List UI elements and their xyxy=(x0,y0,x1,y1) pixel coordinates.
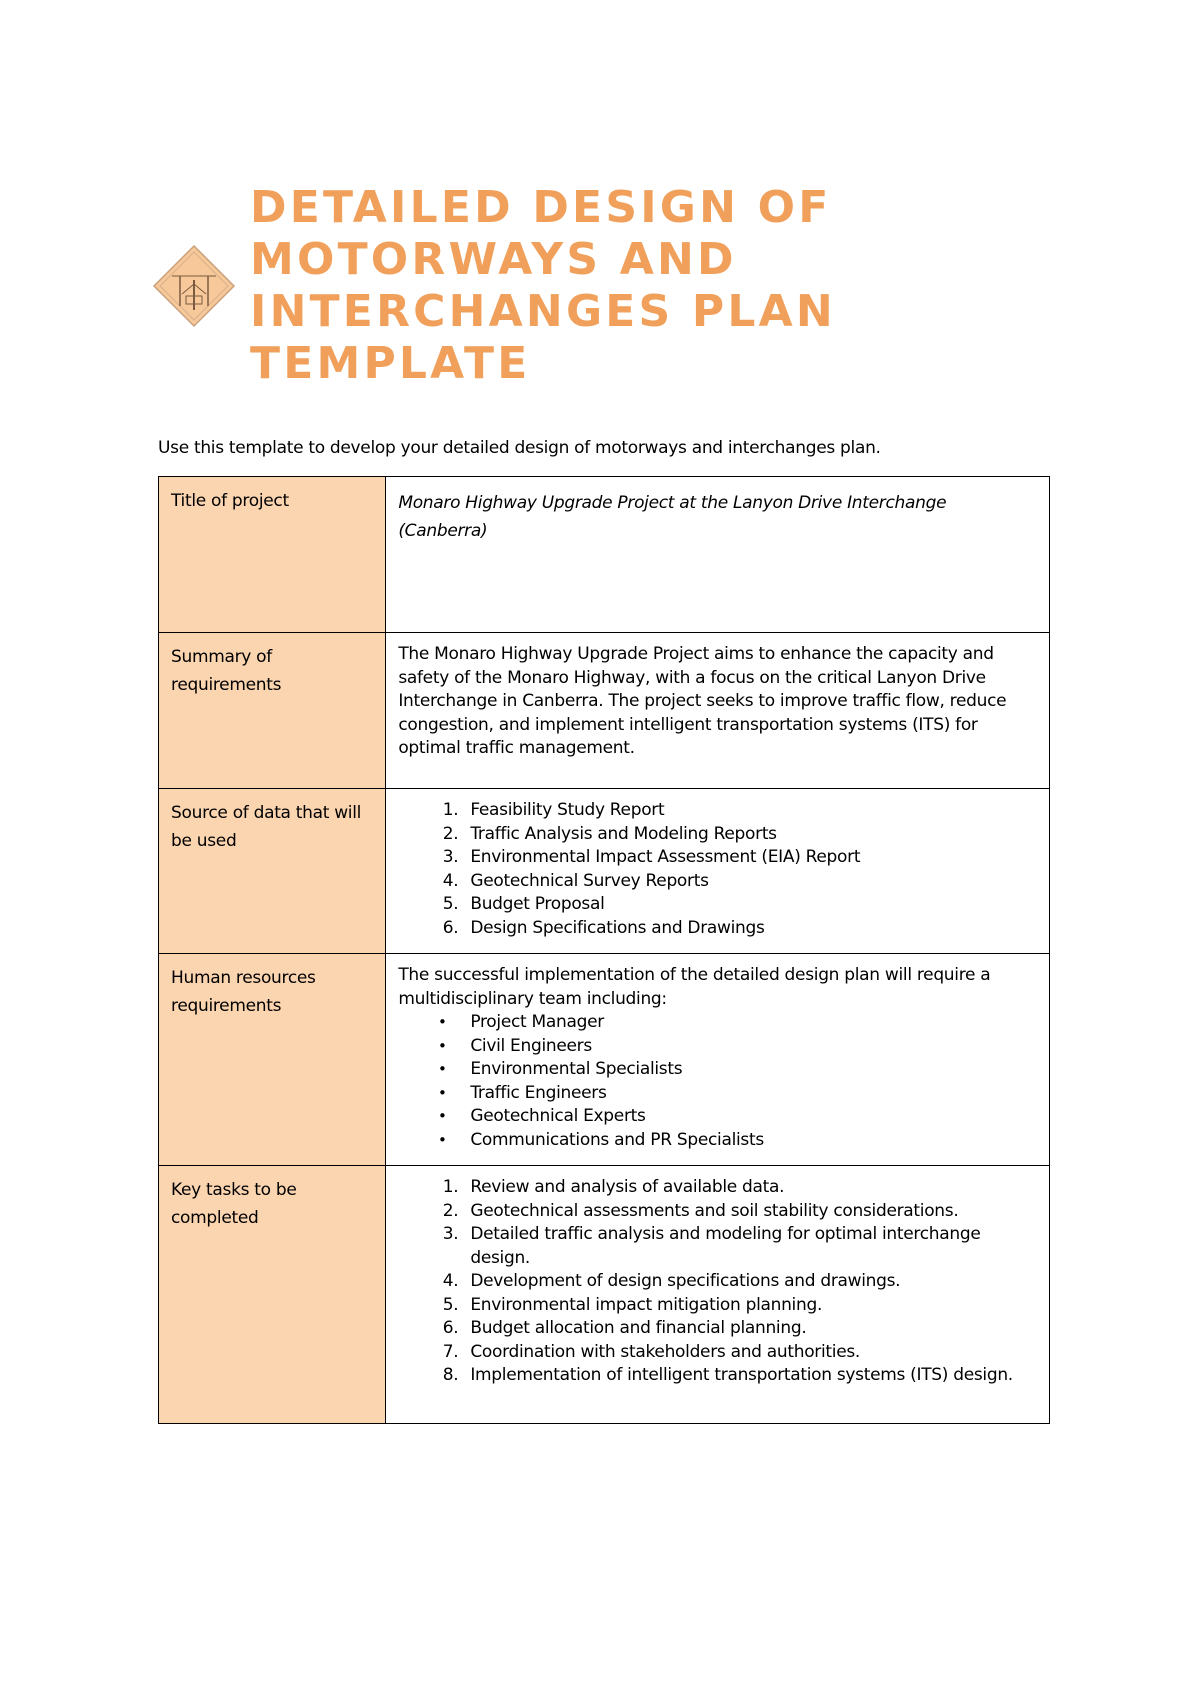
table-row-summary xyxy=(159,633,1050,789)
list-item-text: Implementation of intelligent transportation systems (ITS) design. xyxy=(470,1365,1013,1385)
list-item xyxy=(398,1129,1037,1153)
list-number: 4. xyxy=(442,1271,459,1291)
list-item-text: Feasibility Study Report xyxy=(470,800,665,820)
list-item xyxy=(398,846,1037,870)
list-item-text: Geotechnical Survey Reports xyxy=(470,870,709,891)
list-item xyxy=(398,823,1037,847)
hr-list xyxy=(398,1011,1037,1152)
hr-value xyxy=(386,954,1050,1166)
table-row-tasks xyxy=(159,1166,1050,1424)
list-number: 7. xyxy=(442,1341,459,1362)
list-item xyxy=(398,1294,1037,1318)
list-number: 3. xyxy=(442,1224,459,1244)
list-item xyxy=(398,1270,1037,1294)
list-item-text: Coordination with stakeholders and authorities. xyxy=(470,1341,861,1362)
list-item xyxy=(398,1223,1037,1270)
intro-text: Use this template to develop your detailed design of motorways and interchanges plan. xyxy=(158,438,881,458)
table-row-title xyxy=(159,477,1050,633)
list-item xyxy=(398,1317,1037,1341)
list-item-text: Design Specifications and Drawings xyxy=(470,917,765,938)
list-number: 5. xyxy=(442,894,459,914)
list-item-text: Environmental impact mitigation planning. xyxy=(470,1294,823,1315)
list-item xyxy=(398,1200,1037,1224)
list-item xyxy=(398,893,1037,917)
plan-table xyxy=(158,476,1050,1424)
list-number: 4. xyxy=(442,870,459,891)
list-item-text: Development of design specifications and drawings. xyxy=(470,1271,901,1291)
list-item xyxy=(398,1082,1037,1106)
bullet-icon: • xyxy=(438,1036,447,1055)
bullet-icon: • xyxy=(438,1060,447,1078)
list-item-text: Budget allocation and financial planning. xyxy=(470,1318,807,1338)
title-line: INTERCHANGES PLAN xyxy=(250,286,836,337)
list-item-text: Traffic Engineers xyxy=(470,1082,607,1103)
list-item-text: Environmental Impact Assessment (EIA) Report xyxy=(470,847,861,867)
list-item xyxy=(398,799,1037,823)
list-number: 1. xyxy=(442,800,459,820)
list-item xyxy=(398,1341,1037,1365)
list-item xyxy=(398,1011,1037,1035)
list-item-text: Review and analysis of available data. xyxy=(470,1177,785,1197)
list-number: 6. xyxy=(442,1318,459,1338)
sources-value xyxy=(386,789,1050,954)
list-number: 8. xyxy=(442,1365,459,1385)
tasks-list xyxy=(398,1176,1037,1388)
table-row-hr xyxy=(159,954,1050,1166)
document-title xyxy=(250,182,890,390)
list-item-text: Traffic Analysis and Modeling Reports xyxy=(470,823,777,844)
list-number: 6. xyxy=(442,917,459,938)
list-number: 2. xyxy=(442,823,459,844)
company-logo-icon xyxy=(152,244,236,328)
list-item xyxy=(398,1058,1037,1082)
project-title-value: Monaro Highway Upgrade Project at the Lanyon Drive Interchange (Canberra) xyxy=(386,477,1050,633)
row-label: Source of data that will be used xyxy=(159,789,386,954)
list-item-text: Budget Proposal xyxy=(470,894,605,914)
bullet-icon: • xyxy=(438,1107,447,1125)
row-label: Title of project xyxy=(159,477,386,633)
title-line: DETAILED DESIGN OF xyxy=(250,182,832,233)
list-number: 1. xyxy=(442,1177,459,1197)
list-item-text: Project Manager xyxy=(470,1012,604,1032)
row-label: Human resources requirements xyxy=(159,954,386,1166)
list-item-text: Detailed traffic analysis and modeling for optimal interchange design. xyxy=(470,1224,981,1268)
bullet-icon: • xyxy=(438,1083,447,1102)
list-item-text: Communications and PR Specialists xyxy=(470,1129,764,1150)
row-label: Summary of requirements xyxy=(159,633,386,789)
list-item xyxy=(398,1035,1037,1059)
hr-intro: The successful implementation of the detailed design plan will require a multidisciplinary team including: xyxy=(398,965,991,1009)
bullet-icon: • xyxy=(438,1130,447,1149)
list-number: 3. xyxy=(442,847,459,867)
list-item xyxy=(398,1364,1037,1388)
list-item xyxy=(398,870,1037,894)
tasks-value xyxy=(386,1166,1050,1424)
title-line: TEMPLATE xyxy=(250,338,531,389)
sources-list xyxy=(398,799,1037,940)
row-label: Key tasks to be completed xyxy=(159,1166,386,1424)
table-row-sources xyxy=(159,789,1050,954)
list-item-text: Geotechnical Experts xyxy=(470,1106,646,1126)
bullet-icon: • xyxy=(438,1013,447,1031)
list-item-text: Geotechnical assessments and soil stability considerations. xyxy=(470,1200,959,1221)
list-item-text: Civil Engineers xyxy=(470,1035,592,1056)
list-number: 5. xyxy=(442,1294,459,1315)
list-number: 2. xyxy=(442,1200,459,1221)
list-item xyxy=(398,917,1037,941)
list-item-text: Environmental Specialists xyxy=(470,1059,683,1079)
list-item xyxy=(398,1176,1037,1200)
list-item xyxy=(398,1105,1037,1129)
title-line: MOTORWAYS AND xyxy=(250,234,737,285)
summary-value: The Monaro Highway Upgrade Project aims to enhance the capacity and safety of the Monaro Highway, with a focus on the critical Lanyon Drive Interchange in Canberra. The project seeks to improve traffic flow, reduce congestion, and implement intelligent transportation systems (ITS) for optimal traffic management. xyxy=(386,633,1050,789)
